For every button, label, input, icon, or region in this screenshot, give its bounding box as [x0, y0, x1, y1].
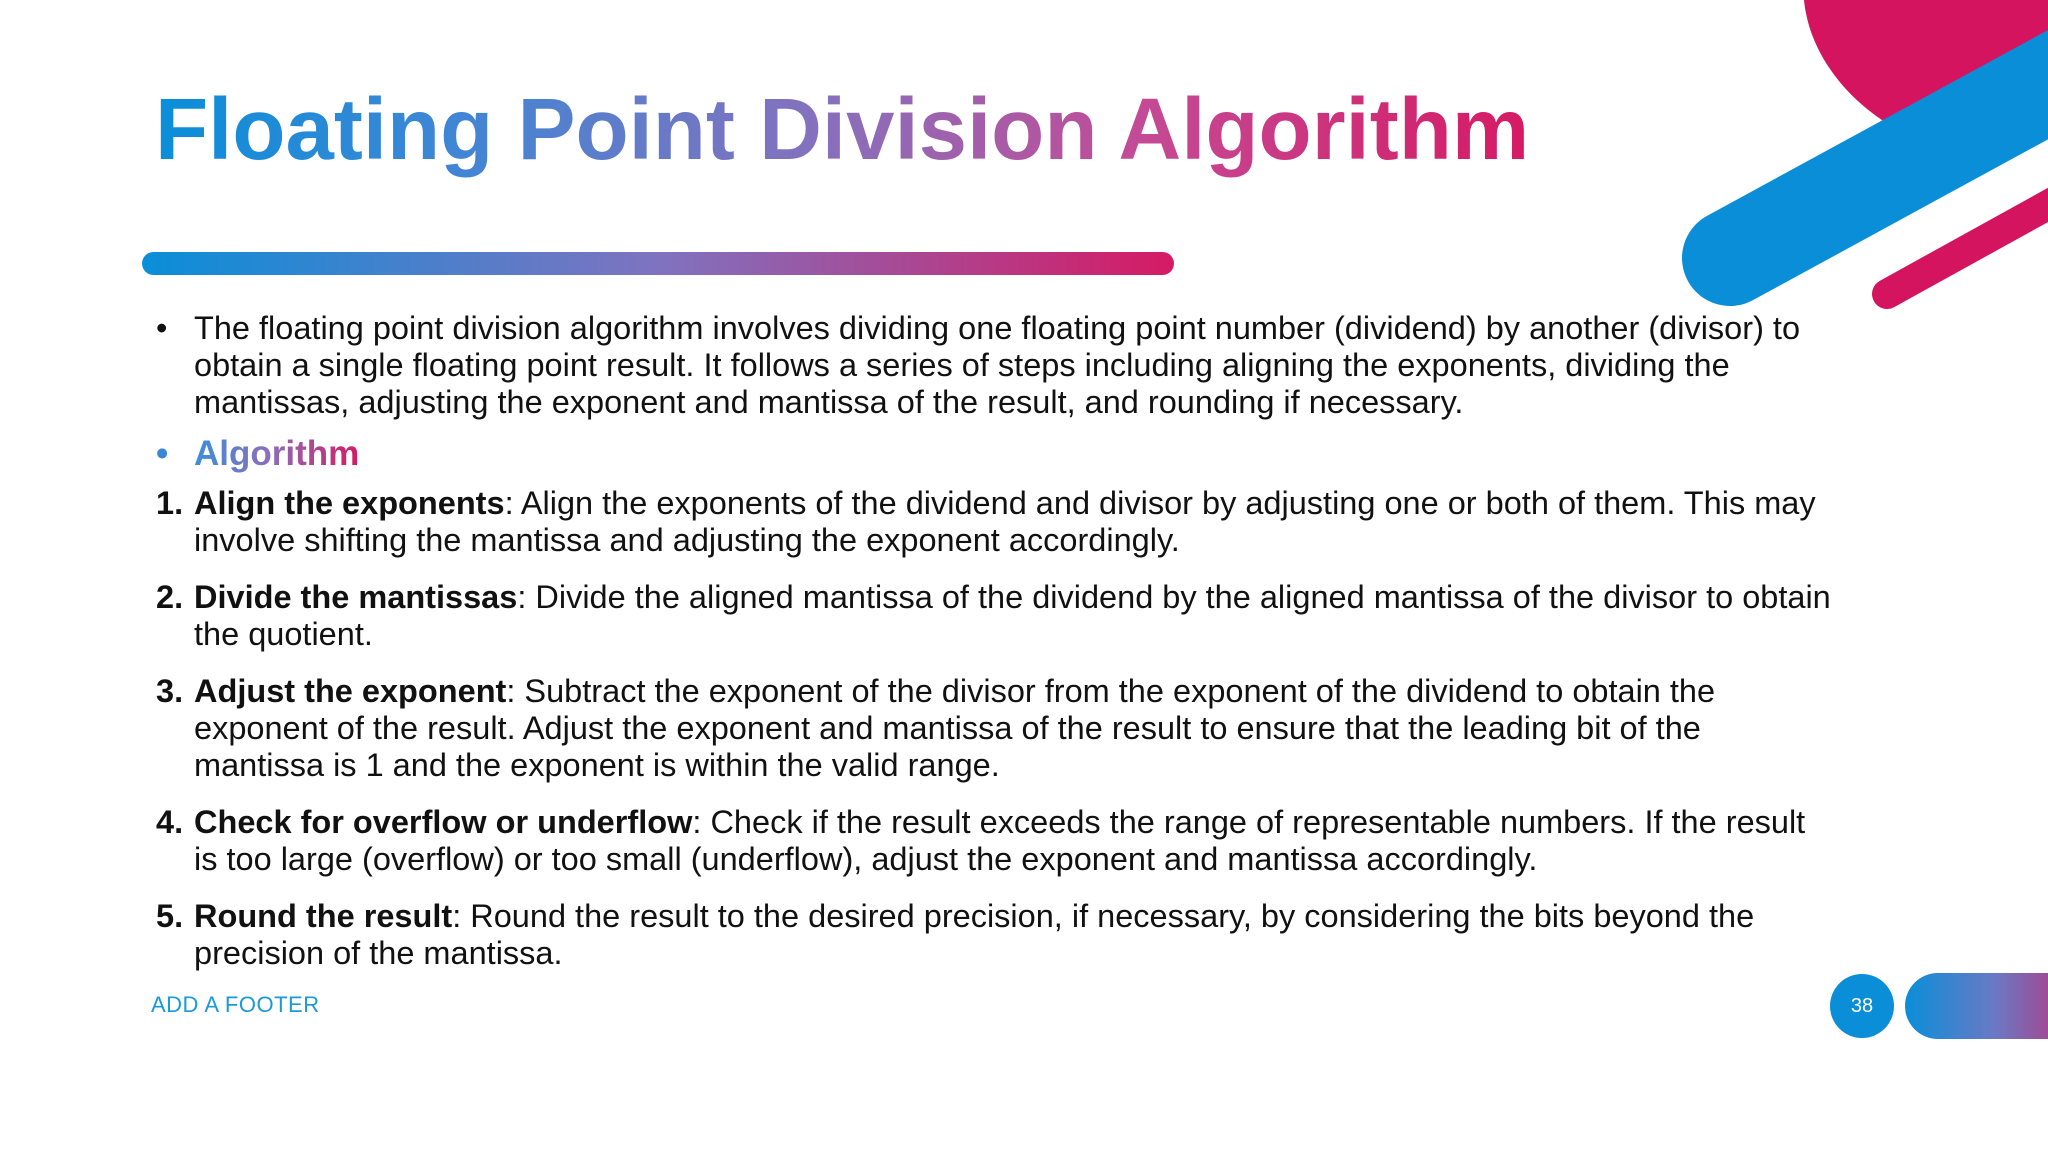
- step-text: : Divide the aligned mantissa of the dividend by the aligned mantissa of the divisor to obtain the quotient.: [194, 579, 1831, 652]
- step-text: : Align the exponents of the dividend and divisor by adjusting one or both of them. This may involve shifting the mantissa and adjusting the exponent accordingly.: [194, 485, 1816, 558]
- slide-title: Floating Point Division Algorithm: [155, 81, 1530, 178]
- step-title: Align the exponents: [194, 485, 505, 521]
- step-number: 1.: [156, 485, 184, 521]
- step-title: Divide the mantissas: [194, 579, 518, 615]
- step-title: Check for overflow or underflow: [194, 804, 693, 840]
- step-text: : Check if the result exceeds the range of representable numbers. If the result is too large (overflow) or too small (underflow), adjust the exponent and mantissa accordingly.: [194, 804, 1806, 877]
- page-number-badge: 38: [1830, 974, 1894, 1038]
- algorithm-heading-text: Algorithm: [194, 434, 360, 473]
- step-title: Round the result: [194, 898, 453, 934]
- step-number: 5.: [156, 898, 184, 934]
- list-item: [156, 673, 1916, 784]
- algorithm-steps-list: [156, 485, 1916, 972]
- title-underline-bar: [142, 252, 1174, 275]
- list-item: [156, 579, 1916, 653]
- step-body: [194, 898, 1916, 972]
- bullet-marker: •: [156, 310, 168, 346]
- step-text: : Subtract the exponent of the divisor from the exponent of the dividend to obtain the exponent of the result. Adjust the exponent and mantissa of the result to ensure that the leading bit of the mantissa is 1 and the exponent is within the valid range.: [194, 673, 1716, 783]
- slide-body: [156, 310, 1916, 992]
- step-body: [194, 485, 1916, 559]
- step-number: 4.: [156, 804, 184, 840]
- step-body: [194, 579, 1916, 653]
- footer-accent-bar: [1905, 973, 2048, 1039]
- footer-text: ADD A FOOTER: [151, 992, 320, 1017]
- intro-bullet: [156, 310, 1916, 421]
- list-item: [156, 804, 1916, 878]
- list-item: [156, 898, 1916, 972]
- step-body: [194, 804, 1916, 878]
- step-number: 2.: [156, 579, 184, 615]
- bullet-marker: •: [156, 434, 169, 473]
- step-text: : Round the result to the desired precision, if necessary, by considering the bits beyond the precision of the mantissa.: [194, 898, 1755, 971]
- step-title: Adjust the exponent: [194, 673, 507, 709]
- step-body: [194, 673, 1916, 784]
- intro-bullet-text: The floating point division algorithm involves dividing one floating point number (dividend) by another (divisor) to obtain a single floating point result. It follows a series of steps including aligning the exponents, dividing the mantissas, adjusting the exponent and mantissa of the result, and rounding if necessary.: [194, 310, 1801, 420]
- list-item: [156, 485, 1916, 559]
- step-number: 3.: [156, 673, 184, 709]
- algorithm-heading: [156, 433, 1916, 475]
